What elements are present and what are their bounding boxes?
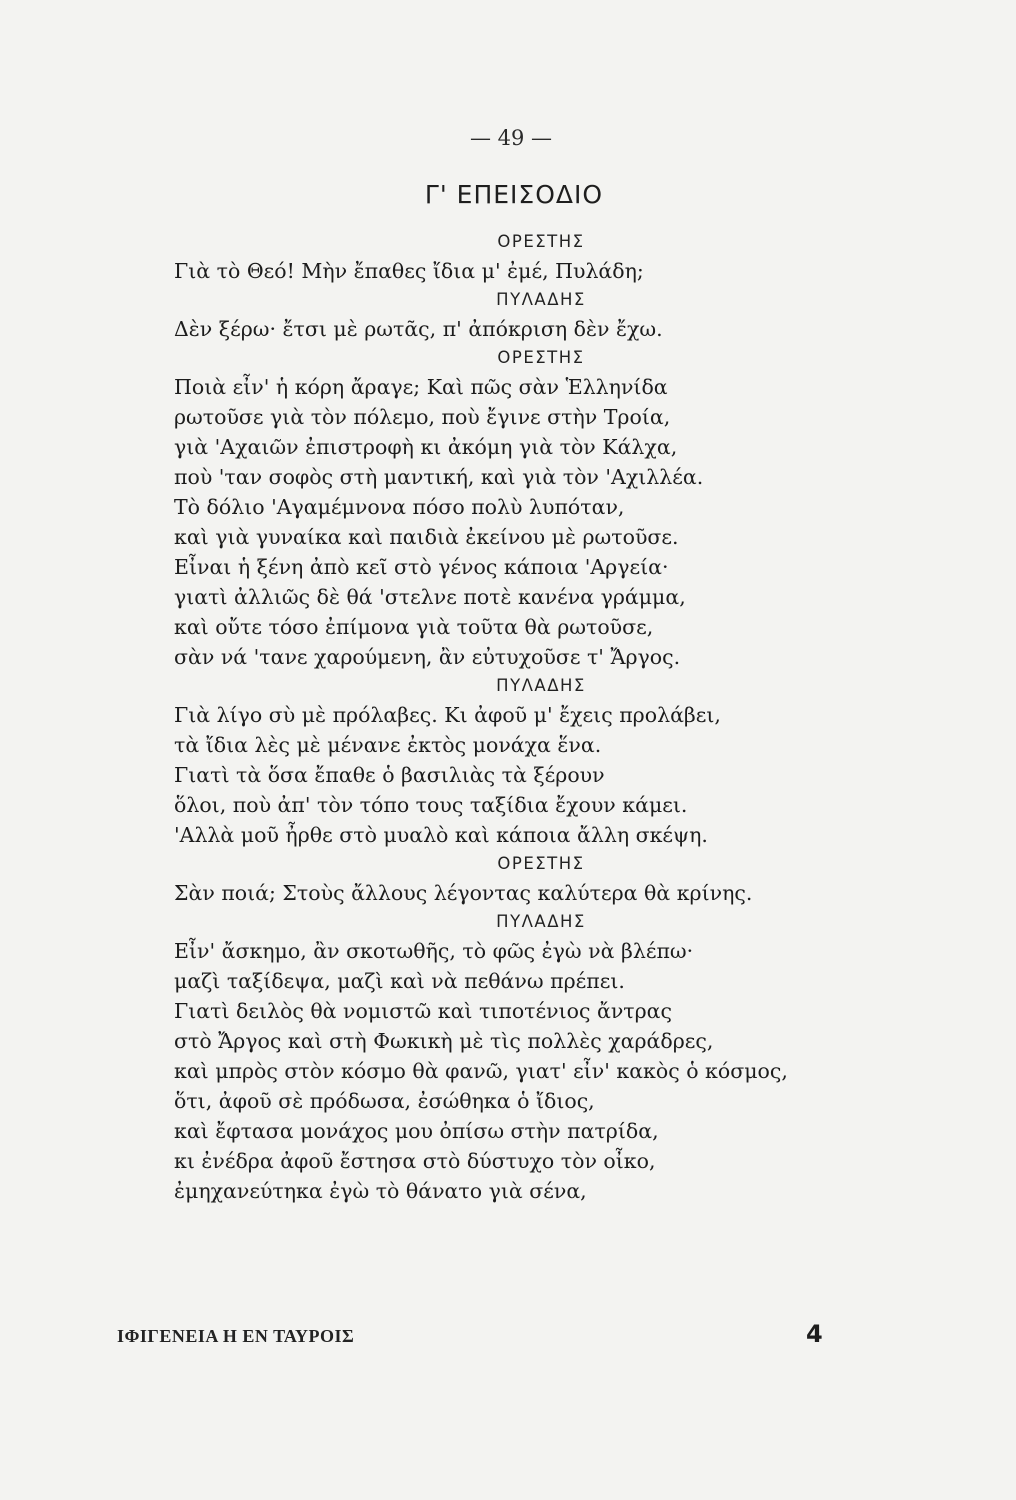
verse-line: ἐμηχανεύτηκα ἐγὼ τὸ θάνατο γιὰ σένα, <box>174 1179 587 1203</box>
verse-line: στὸ Ἄργος καὶ στὴ Φωκικὴ μὲ τὶς πολλὲς χαράδρες, <box>174 1029 714 1053</box>
page-number: — 49 — <box>469 126 553 150</box>
speaker-name: ΟΡΕΣΤΗΣ <box>497 232 585 251</box>
verse-line: Γιὰ λίγο σὺ μὲ πρόλαβες. Κι ἀφοῦ μ' ἔχεις προλάβει, <box>174 703 721 727</box>
verse-line: καὶ οὔτε τόσο ἐπίμονα γιὰ τοῦτα θὰ ρωτοῦσε, <box>174 615 654 639</box>
verse-line: ρωτοῦσε γιὰ τὸν πόλεμο, ποὺ ἔγινε στὴν Τροία, <box>174 405 671 429</box>
verse-line: Ποιὰ εἶν' ἡ κόρη ἄραγε; Καὶ πῶς σὰν Ἑλληνίδα <box>174 375 668 399</box>
verse-line: Εἶναι ἡ ξένη ἀπὸ κεῖ στὸ γένος κάποια 'Αργεία· <box>174 555 669 579</box>
verse-line: Τὸ δόλιο 'Αγαμέμνονα πόσο πολὺ λυπόταν, <box>174 495 625 519</box>
verse-line: ποὺ 'ταν σοφὸς στὴ μαντική, καὶ γιὰ τὸν 'Αχιλλέα. <box>174 465 704 489</box>
verse-line: σὰν νά 'τανε χαρούμενη, ἂν εὐτυχοῦσε τ' Ἄργος. <box>174 645 681 669</box>
speaker-name: ΟΡΕΣΤΗΣ <box>497 854 585 873</box>
verse-line: γιατὶ ἀλλιῶς δὲ θά 'στελνε ποτὲ κανένα γράμμα, <box>174 585 686 609</box>
verse-line: Σὰν ποιά; Στοὺς ἄλλους λέγοντας καλύτερα θὰ κρίνης. <box>174 881 753 905</box>
verse-line: 'Αλλὰ μοῦ ἦρθε στὸ μυαλὸ καὶ κάποια ἄλλη σκέψη. <box>174 823 708 847</box>
verse-line: καὶ ἔφτασα μονάχος μου ὀπίσω στὴν πατρίδα, <box>174 1119 659 1143</box>
verse-line: καὶ γιὰ γυναίκα καὶ παιδιὰ ἐκείνου μὲ ρωτοῦσε. <box>174 525 679 549</box>
verse-line: Γιατὶ δειλὸς θὰ νομιστῶ καὶ τιποτένιος ἄντρας <box>174 999 672 1023</box>
signature-mark: 4 <box>806 1320 823 1348</box>
verse-line: κι ἐνέδρα ἀφοῦ ἔστησα στὸ δύστυχο τὸν οἶκο, <box>174 1149 656 1173</box>
speaker-name: ΠΥΛΑΔΗΣ <box>496 676 586 695</box>
verse-line: μαζὶ ταξίδεψα, μαζὶ καὶ νὰ πεθάνω πρέπει. <box>174 969 625 993</box>
episode-title: Γ' ΕΠΕΙΣΟΔΙΟ <box>424 180 604 209</box>
verse-line: καὶ μπρὸς στὸν κόσμο θὰ φανῶ, γιατ' εἶν' κακὸς ὁ κόσμος, <box>174 1059 788 1083</box>
verse-line: ὅτι, ἀφοῦ σὲ πρόδωσα, ἐσώθηκα ὁ ἴδιος, <box>174 1089 595 1113</box>
verse-line: Δὲν ξέρω· ἔτσι μὲ ρωτᾶς, π' ἀπόκριση δὲν ἔχω. <box>174 317 663 341</box>
footer-book-title: ΙΦΙΓΕΝΕΙΑ Η ΕΝ ΤΑΥΡΟΙΣ <box>117 1326 355 1346</box>
dialogue-text <box>174 228 874 1206</box>
verse-line: ὅλοι, ποὺ ἀπ' τὸν τόπο τους ταξίδια ἔχουν κάμει. <box>174 793 688 817</box>
verse-line: τὰ ἴδια λὲς μὲ μένανε ἐκτὸς μονάχα ἕνα. <box>174 733 602 757</box>
speaker-name: ΠΥΛΑΔΗΣ <box>496 912 586 931</box>
verse-line: γιὰ 'Αχαιῶν ἐπιστροφὴ κι ἀκόμη γιὰ τὸν Κάλχα, <box>174 435 678 459</box>
speaker-name: ΠΥΛΑΔΗΣ <box>496 290 586 309</box>
verse-line: Γιατὶ τὰ ὅσα ἔπαθε ὁ βασιλιὰς τὰ ξέρουν <box>174 763 605 787</box>
verse-line: Γιὰ τὸ Θεό! Μὴν ἔπαθες ἴδια μ' ἐμέ, Πυλάδη; <box>174 259 644 283</box>
verse-line: Εἶν' ἄσκημο, ἂν σκοτωθῆς, τὸ φῶς ἐγὼ νὰ βλέπω· <box>174 939 694 963</box>
speaker-name: ΟΡΕΣΤΗΣ <box>497 348 585 367</box>
